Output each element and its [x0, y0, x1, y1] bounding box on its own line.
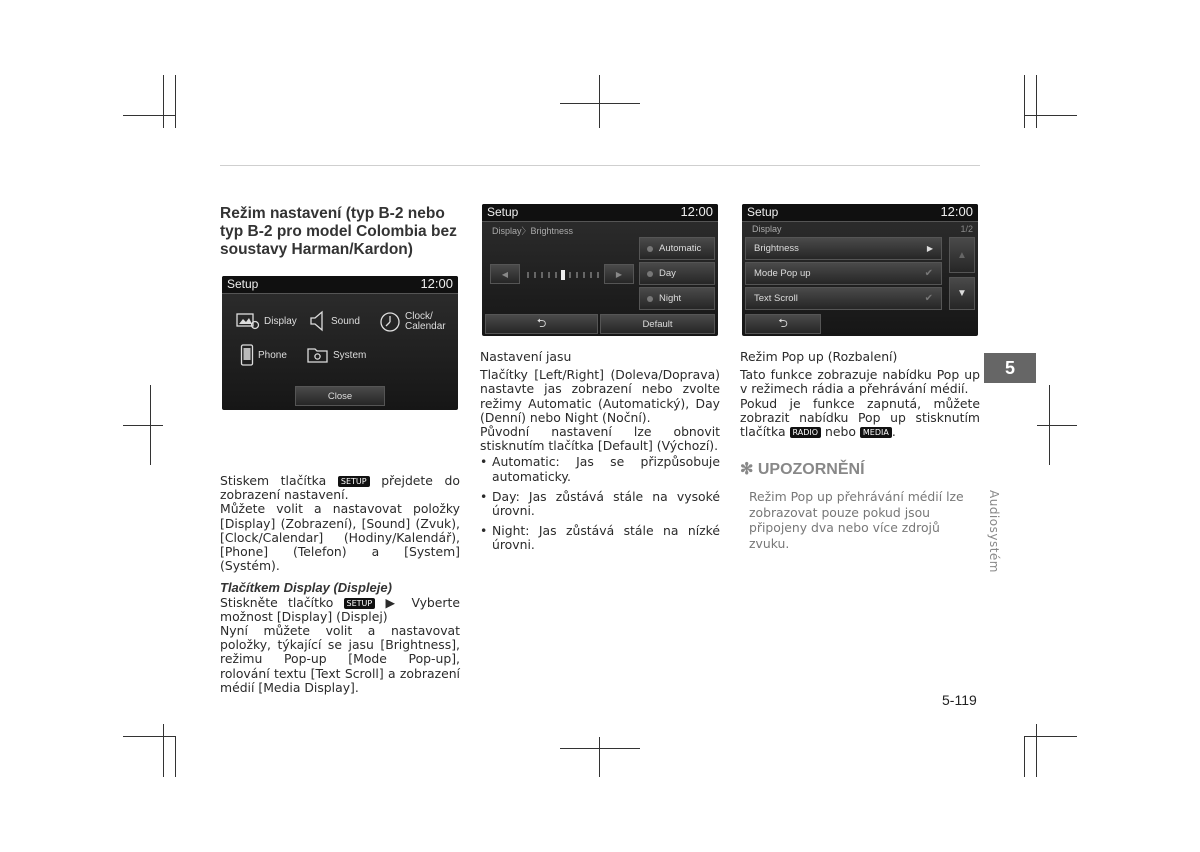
crop-mark: [1036, 724, 1037, 777]
menu-system[interactable]: [307, 346, 366, 364]
display-screen: [742, 204, 978, 336]
column-right: [740, 350, 980, 551]
crop-mark: [1024, 737, 1025, 777]
screen-clock: 12:00: [680, 204, 713, 219]
crop-mark: [175, 75, 176, 128]
crop-mark: [560, 103, 640, 104]
radio-icon: [647, 246, 653, 252]
close-button[interactable]: [295, 386, 385, 406]
scroll-down-button[interactable]: [949, 277, 975, 310]
folder-gear-icon: [307, 346, 329, 364]
setup-button-glyph: SETUP: [344, 598, 376, 609]
list-item-text: Automatic: Jas se přizpůsobuje automaticky.: [492, 454, 720, 484]
menu-display[interactable]: [236, 312, 297, 330]
crop-mark: [1036, 75, 1037, 128]
back-arrow-icon: ⮌: [536, 315, 547, 330]
menu-label: Sound: [331, 315, 360, 327]
list-item: • Automatic: Jas se přizpůsobuje automaticky.: [480, 454, 720, 484]
arrow-right-icon: ▶: [926, 244, 933, 253]
crop-mark: [1024, 115, 1077, 116]
paragraph-default: Původní nastavení lze obnovit stisknutím tlačítka [Default] (Výchozí).: [480, 424, 720, 454]
option-automatic[interactable]: [639, 237, 715, 260]
caption-brightness: Nastavení jasu: [480, 349, 572, 364]
close-label: Close: [327, 390, 353, 402]
chapter-label: Audiosystém: [987, 490, 1001, 573]
back-arrow-icon: ⮌: [778, 315, 788, 330]
option-label: Day: [659, 268, 676, 279]
caution-heading: ✻ UPOZORNĚNÍ: [740, 461, 865, 479]
crop-mark: [163, 724, 164, 777]
text: Stiskněte tlačítko: [220, 594, 334, 610]
text: Pokud je funkce zapnutá, můžete zobrazit nabídku Pop up stisknutím tlačítka: [740, 395, 980, 440]
column-middle: [480, 350, 720, 553]
paragraph-items: Můžete volit a nastavovat položky [Display] (Zobrazení), [Sound] (Zvuk), [Clock/Calendar] (Hodiny/Kalendář), [Phone] (Telefon) a [System] (Systém).: [220, 501, 460, 574]
list-item: • Day: Jas zůstává stále na vysoké úrovni.: [480, 488, 720, 519]
menu-clock-calendar[interactable]: [379, 311, 446, 333]
text: .: [891, 424, 896, 440]
crop-mark: [1037, 425, 1077, 426]
text: nebo: [825, 424, 856, 440]
list-item-text: Night: Jas zůstává stále na nízké úrovni.: [492, 523, 720, 553]
default-label: Default: [642, 318, 673, 330]
menu-sound[interactable]: [309, 310, 360, 332]
radio-button-glyph: RADIO: [790, 427, 822, 438]
section-title: Režim nastavení (typ B-2 nebo typ B-2 pro model Colombia bez soustavy Harman/Kardon): [220, 205, 457, 258]
paragraph-popup-buttons: [740, 397, 980, 440]
screen-title: Setup: [747, 205, 779, 219]
paragraph-brightness: Tlačítky [Left/Right] (Doleva/Doprava) nastavte jas zobrazení nebo zvolte režimy Automatic (Automatický), Day (Denní) nebo Night (Noční).: [480, 367, 720, 425]
crop-mark: [560, 748, 640, 749]
back-button[interactable]: [485, 314, 598, 334]
speaker-icon: [309, 310, 327, 332]
option-night[interactable]: [639, 287, 715, 310]
menu-label: Phone: [258, 349, 287, 361]
option-day[interactable]: [639, 262, 715, 285]
paragraph-display-options: Nyní můžete volit a nastavovat položky, týkající se jasu [Brightness], režimu Pop-up [Mode Pop-up], rolování textu [Text Scroll] a zobrazení médií [Media Display].: [220, 623, 460, 695]
screen-clock: 12:00: [420, 276, 453, 291]
crop-mark: [1024, 736, 1077, 737]
scroll-up-button[interactable]: [949, 237, 975, 273]
clock-icon: [379, 311, 401, 333]
crop-mark: [163, 75, 164, 128]
option-label: Night: [659, 293, 682, 304]
arrow-left-icon: ◀: [501, 269, 509, 279]
screen-clock: 12:00: [940, 204, 973, 219]
breadcrumb: Display: [752, 224, 782, 234]
arrow-up-icon: ▲: [957, 249, 967, 261]
crop-mark: [599, 75, 600, 128]
default-button[interactable]: [600, 314, 715, 334]
crop-mark: [123, 425, 163, 426]
text: Stiskem tlačítka: [220, 473, 327, 488]
caption-popup: Režim Pop up (Rozbalení): [740, 349, 898, 364]
page-indicator: 1/2: [960, 224, 973, 234]
row-label: Text Scroll: [754, 293, 798, 304]
row-brightness[interactable]: [745, 237, 942, 260]
menu-label: Clock/ Calendar: [405, 311, 446, 332]
display-icon: [236, 312, 260, 330]
chapter-tab: 5: [984, 353, 1036, 383]
screen-title: Setup: [227, 277, 259, 291]
screen-titlebar: [222, 276, 458, 294]
radio-icon: [647, 271, 653, 277]
row-label: Brightness: [754, 243, 799, 254]
text: ▶ Vyberte možnost [Display] (Displej): [220, 594, 460, 624]
checkmark-icon: ✔: [924, 268, 933, 279]
crop-mark: [1024, 75, 1025, 128]
brightness-right-button[interactable]: [604, 264, 634, 284]
brightness-screen: [482, 204, 718, 336]
paragraph-popup: Tato funkce zobrazuje nabídku Pop up v režimech rádia a přehrávání médií.: [740, 367, 980, 397]
header-rule: [220, 165, 980, 166]
screen-titlebar: [482, 204, 718, 222]
arrow-down-icon: ▼: [957, 288, 967, 299]
crop-mark: [123, 115, 176, 116]
menu-phone[interactable]: [240, 344, 287, 366]
crop-mark: [123, 736, 176, 737]
checkmark-icon: ✔: [924, 293, 933, 304]
sub-heading: Tlačítkem Display (Displeje): [220, 580, 392, 596]
screen-titlebar: [742, 204, 978, 222]
crop-mark: [599, 737, 600, 777]
menu-label: Display: [264, 315, 297, 327]
media-button-glyph: MEDIA: [860, 427, 892, 438]
text: přejdete do zobrazení nastavení.: [220, 473, 460, 503]
caution-text: Režim Pop up přehrávání médií lze zobrazovat pouze pokud jsou připojeny dva nebo více zdrojů zvuku.: [749, 489, 964, 551]
brightness-slider[interactable]: [526, 268, 602, 280]
screen-title: Setup: [487, 205, 519, 219]
option-label: Automatic: [659, 243, 702, 254]
setup-screen: [222, 276, 458, 410]
brightness-left-button[interactable]: [490, 264, 520, 284]
row-text-scroll[interactable]: [745, 287, 942, 310]
slider-ticks: [526, 269, 602, 281]
arrow-right-icon: ▶: [615, 269, 623, 279]
menu-label: System: [333, 349, 367, 361]
radio-icon: [647, 296, 653, 302]
phone-icon: [240, 344, 254, 366]
setup-button-glyph: SETUP: [338, 476, 370, 487]
list-item-text: Day: Jas zůstává stále na vysoké úrovni.: [492, 488, 720, 519]
row-label: Mode Pop up: [754, 268, 811, 279]
paragraph-press-setup: [220, 596, 460, 624]
page-number: 5-119: [942, 692, 977, 708]
paragraph-setup: [220, 474, 460, 502]
list-item: • Night: Jas zůstává stále na nízké úrovni.: [480, 523, 720, 553]
breadcrumb: Display〉Brightness: [492, 226, 574, 236]
row-mode-pop-up[interactable]: [745, 262, 942, 285]
crop-mark: [175, 737, 176, 777]
back-button[interactable]: [745, 314, 821, 334]
